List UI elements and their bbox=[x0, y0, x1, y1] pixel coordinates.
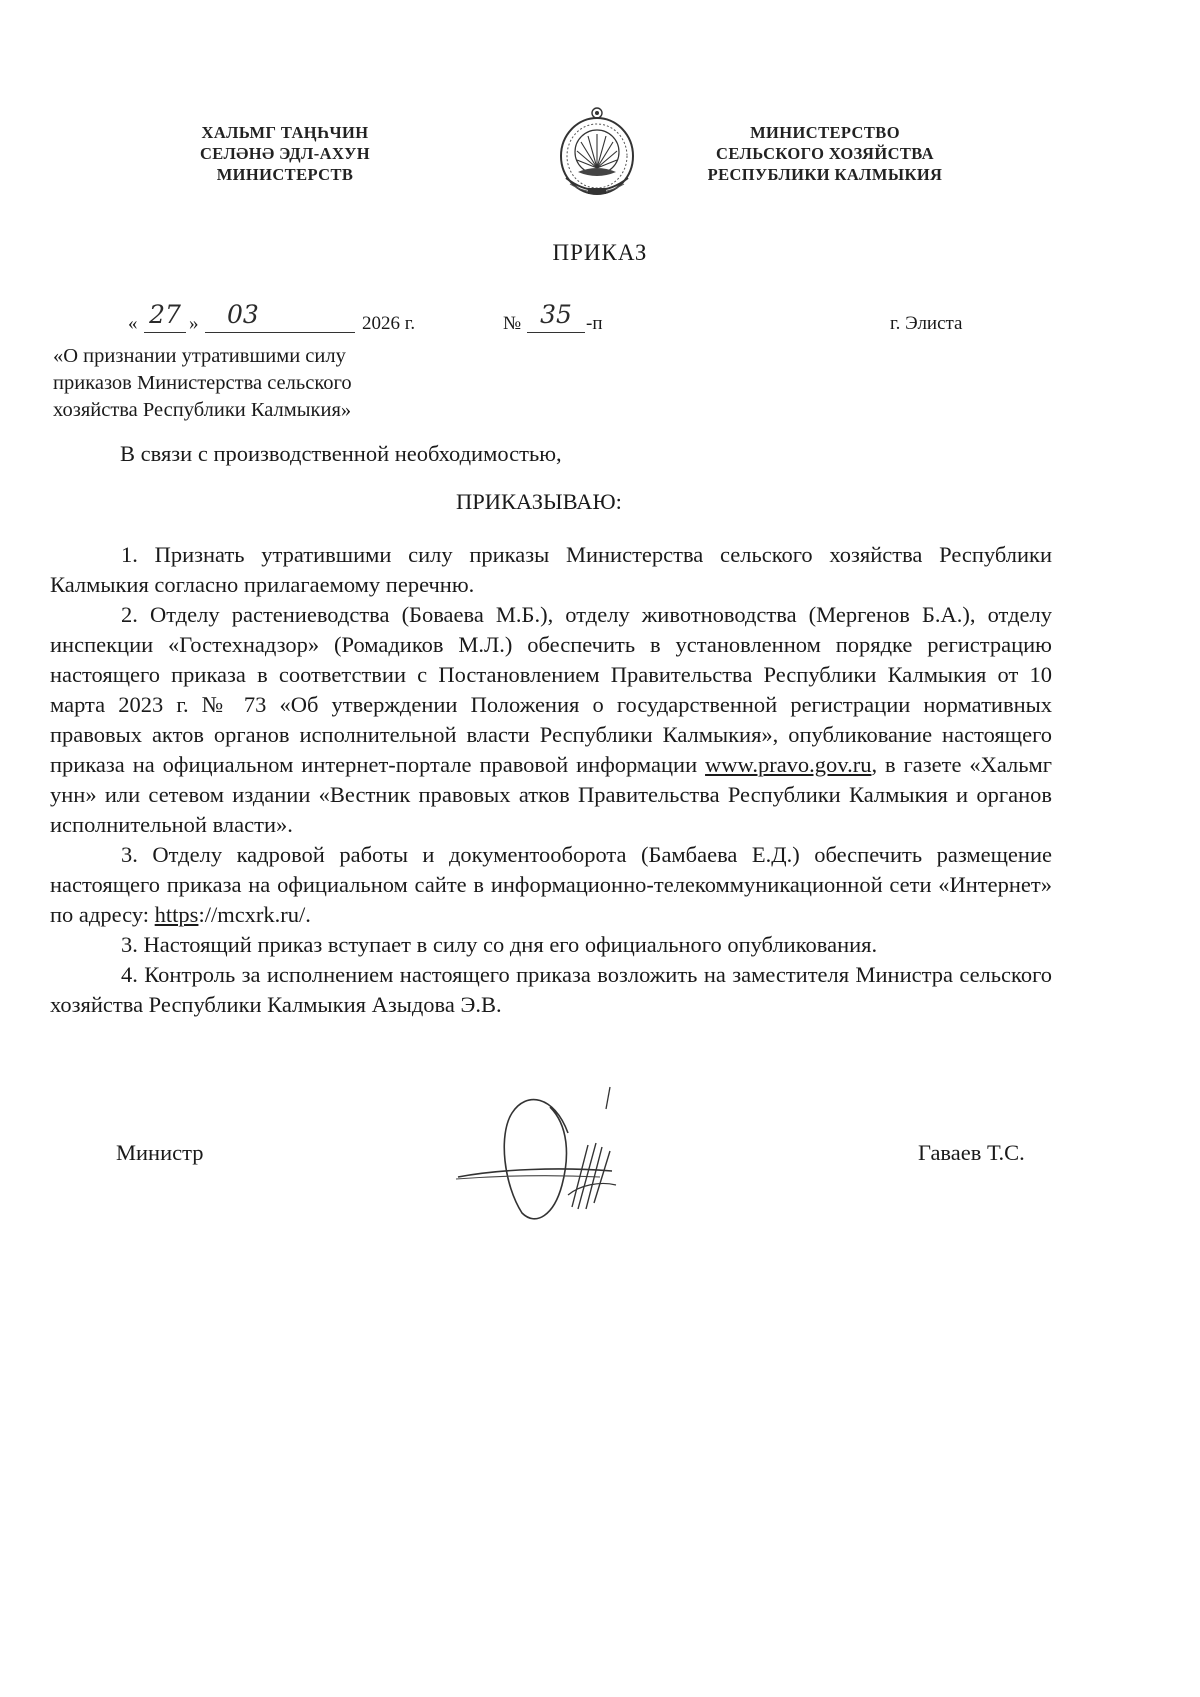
paragraph-5: 4. Контроль за исполнением настоящего приказа возложить на заместителя Министра сельского хозяйства Республики Калмыкия Азыдова Э.В. bbox=[50, 962, 1052, 1017]
subject bbox=[53, 343, 413, 424]
subject-line: «О признании утратившими силу bbox=[53, 345, 346, 367]
paragraph-3-text-end: ://mcxrk.ru/. bbox=[198, 902, 311, 927]
signature-position: Министр bbox=[116, 1140, 204, 1165]
preamble: В связи с производственной необходимостью, bbox=[120, 441, 562, 466]
paragraph-2-text-end: , в газете «Хальмг унн» или сетевом издании «Вестник правовых атков Правительства Республики Калмыкия и органов исполнительной власти». bbox=[50, 752, 1053, 837]
header-left bbox=[160, 122, 410, 185]
signature-name: Гаваев Т.С. bbox=[918, 1140, 1025, 1165]
header-left-line: СЕЛӘНӘ ЭДЛ-АХУН bbox=[199, 144, 371, 163]
date-day-field bbox=[144, 302, 186, 333]
header-right bbox=[690, 122, 960, 185]
city: г. Элиста bbox=[890, 313, 963, 334]
paragraph-1: 1. Признать утратившими силу приказы Министерства сельского хозяйства Республики Калмыкия согласно прилагаемому перечню. bbox=[50, 542, 1052, 597]
mcxrk-link-scheme[interactable]: https bbox=[154, 902, 199, 927]
date-open-quote: « bbox=[128, 313, 138, 334]
date-month: 03 bbox=[227, 300, 259, 329]
date-day: 27 bbox=[149, 300, 181, 329]
number-suffix: -п bbox=[586, 313, 603, 334]
subject-line: хозяйства Республики Калмыкия» bbox=[53, 399, 352, 421]
number-prefix: № bbox=[503, 313, 522, 334]
date-close-quote: » bbox=[189, 313, 199, 334]
paragraph-3 bbox=[50, 840, 1052, 930]
header-left-line: МИНИСТЕРСТВ bbox=[216, 165, 354, 184]
handwritten-signature bbox=[450, 1085, 630, 1230]
paragraph-2-text: 2. Отделу растениеводства (Боваева М.Б.), отделу животноводства (Мергенов Б.А.), отделу инспекции «Гостехнадзор» (Ромадиков М.Л.) обеспечить в установленном порядке регистрацию настоящего приказа в соответствии с Постановлением Правительства Республики Калмыкия от 10 марта 2023 г. № 73 «Об утверждении Положения о государственной регистрации нормативных правовых актов органов исполнительной власти Республики Калмыкия», опубликование настоящего приказа на официальном интернет-портале правовой информации bbox=[50, 602, 1052, 777]
date-month-field bbox=[205, 302, 355, 333]
order-body bbox=[50, 540, 1052, 1020]
header-right-line: МИНИСТЕРСТВО bbox=[750, 123, 900, 142]
pravo-link[interactable]: www.pravo.gov.ru bbox=[705, 752, 872, 777]
order-word: ПРИКАЗЫВАЮ: bbox=[456, 489, 622, 514]
order-number: 35 bbox=[540, 300, 572, 329]
document-title: ПРИКАЗ bbox=[552, 240, 648, 265]
paragraph-4: 3. Настоящий приказ вступает в силу со дня его официального опубликования. bbox=[121, 932, 878, 957]
paragraph-3-text: 3. Отделу кадровой работы и документооборота (Бамбаева Е.Д.) обеспечить размещение настоящего приказа на официальном сайте в информационно-телекоммуникационной сети «Интернет» по адресу: bbox=[50, 842, 1052, 927]
header-left-line: ХАЛЬМГ ТАҢҺЧИН bbox=[201, 123, 369, 142]
paragraph-2 bbox=[50, 600, 1052, 840]
header-right-line: РЕСПУБЛИКИ КАЛМЫКИЯ bbox=[707, 165, 943, 184]
date-year: 2026 г. bbox=[362, 313, 416, 334]
header-right-line: СЕЛЬСКОГО ХОЗЯЙСТВА bbox=[716, 144, 934, 163]
kalmykia-emblem bbox=[548, 104, 646, 204]
number-field bbox=[527, 302, 585, 333]
subject-line: приказов Министерства сельского bbox=[53, 372, 352, 394]
